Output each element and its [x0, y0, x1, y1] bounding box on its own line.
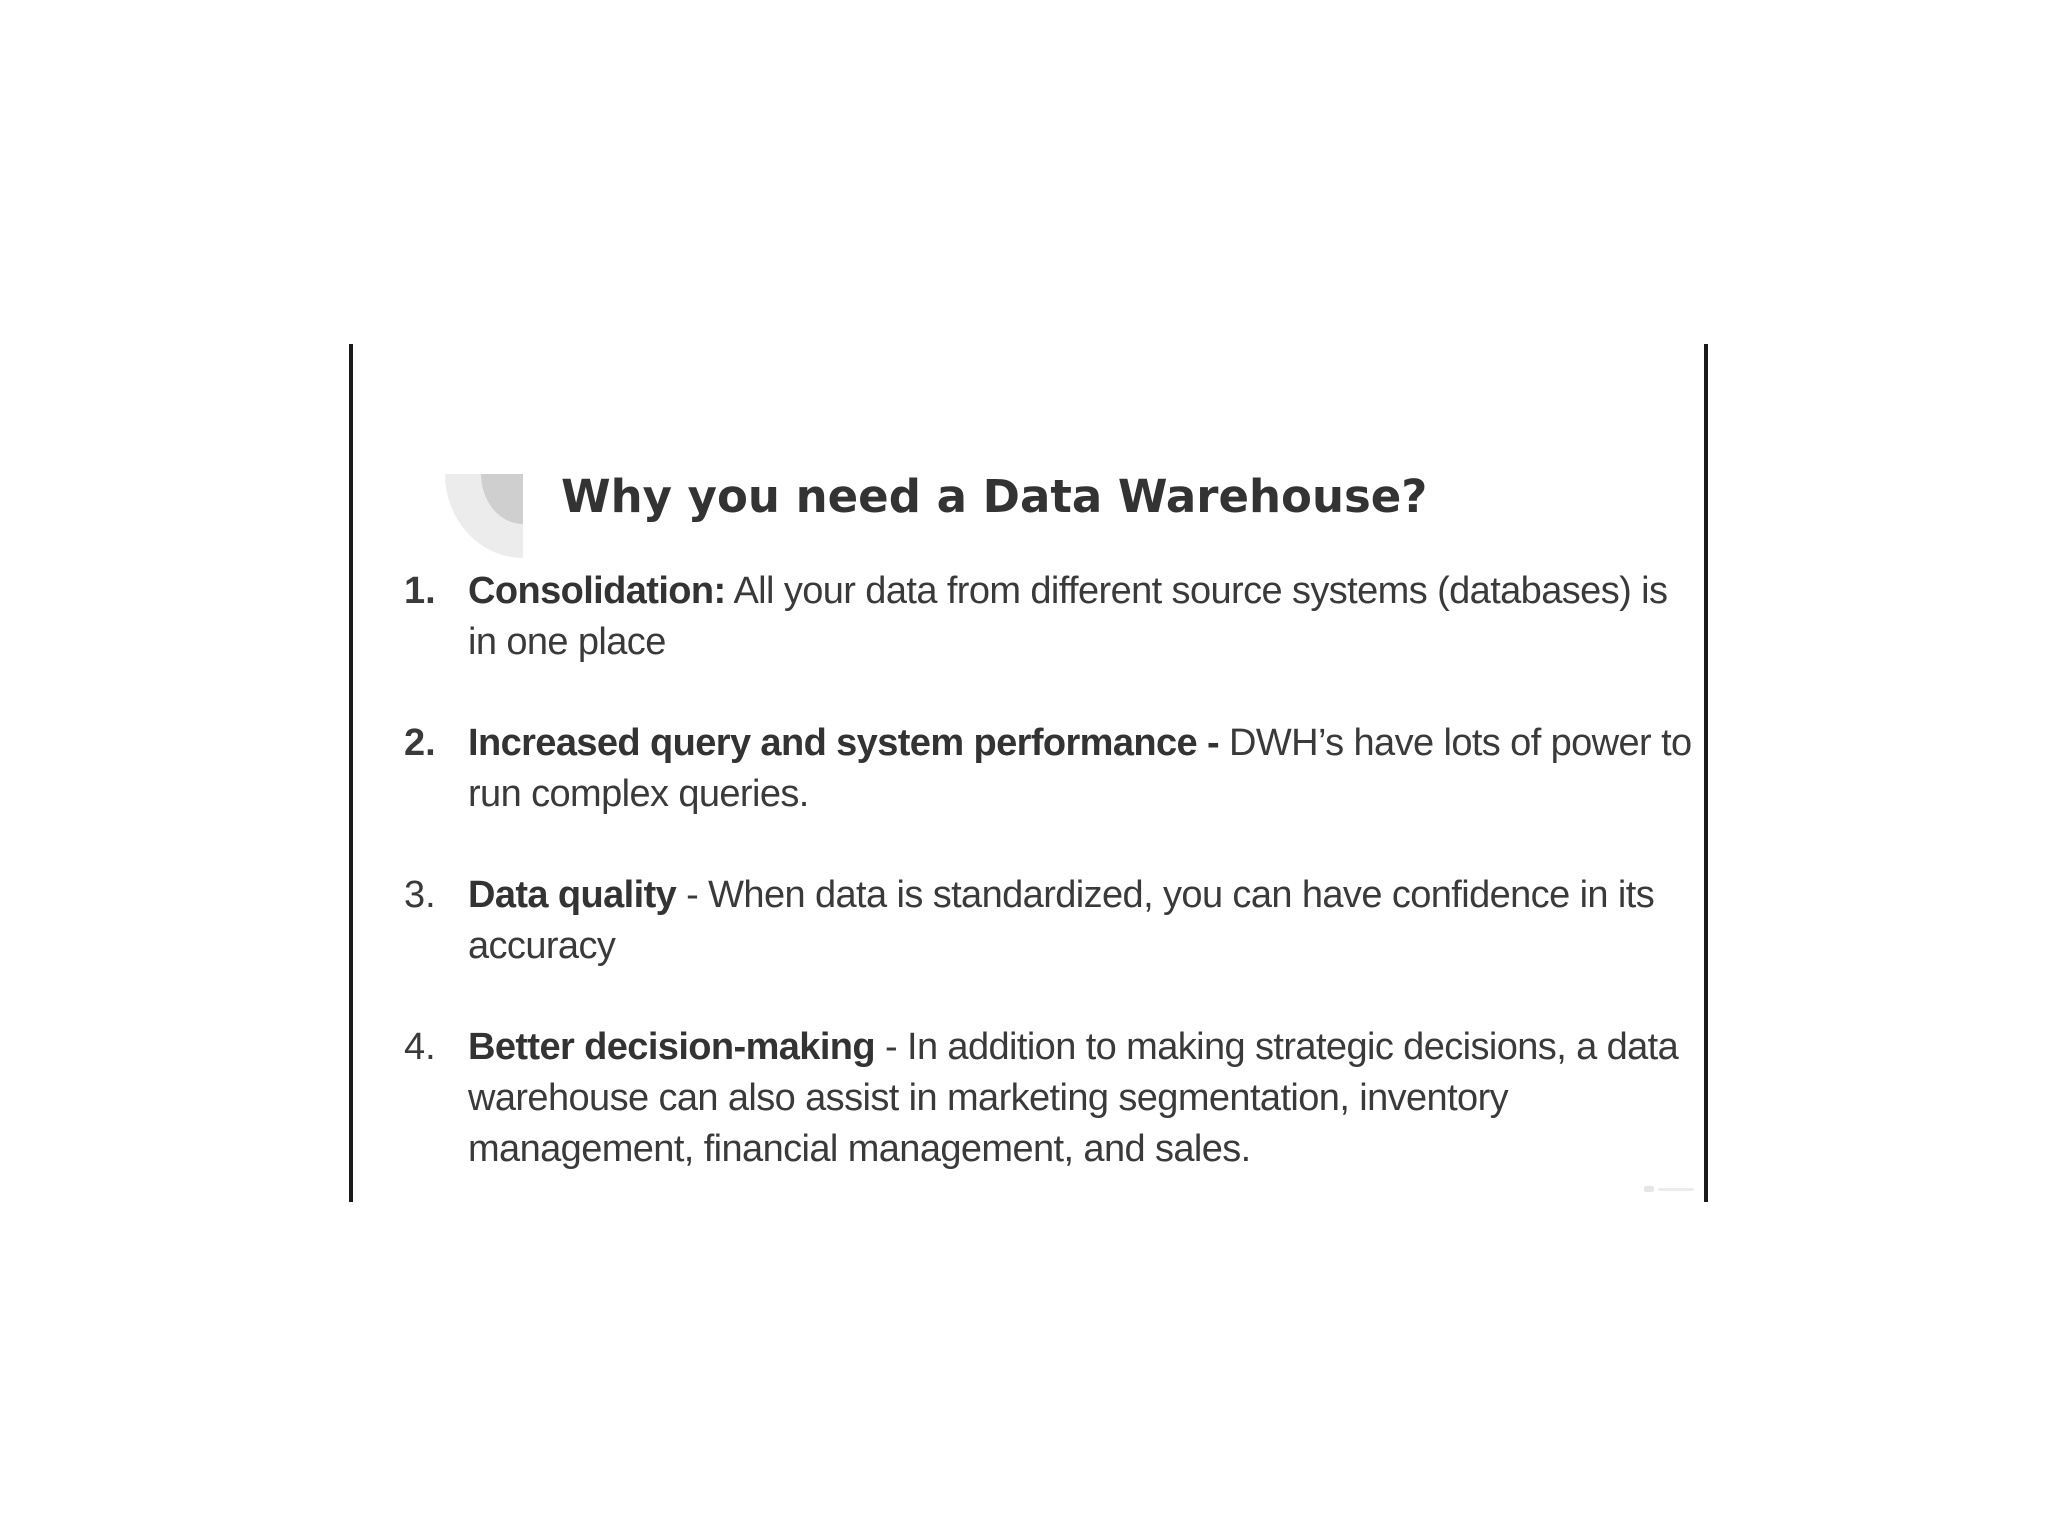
list-item: [404, 1022, 1694, 1175]
item-text: [468, 1022, 1694, 1175]
list-item: [404, 566, 1694, 668]
item-text: [468, 870, 1694, 972]
item-number: 3.: [404, 874, 436, 916]
item-text: [468, 566, 1694, 668]
item-description: - In addition to making strategic decisions, a data warehouse can also assist in marketing segmentation, inventory management, financial management, and sales.: [468, 1026, 1679, 1170]
item-term: Better decision-making: [468, 1026, 876, 1068]
item-number: 2.: [404, 722, 436, 764]
item-text: [468, 718, 1694, 820]
watermark-logo-icon: [1642, 1180, 1698, 1196]
item-description: DWH’s have lots of power to run complex queries.: [468, 722, 1692, 815]
item-term: Consolidation:: [468, 570, 726, 612]
list-item: [404, 870, 1694, 972]
item-number: 1.: [404, 570, 436, 612]
slide-title: Why you need a Data Warehouse?: [561, 470, 1428, 523]
list-item: [404, 718, 1694, 820]
item-term: Data quality: [468, 874, 677, 916]
slide-frame: [349, 344, 1708, 1202]
item-number: 4.: [404, 1026, 436, 1068]
points-list: [404, 566, 1694, 1225]
item-description: All your data from different source systems (databases) is in one place: [468, 570, 1668, 663]
item-term: Increased query and system performance -: [468, 722, 1220, 764]
item-description: - When data is standardized, you can have confidence in its accuracy: [468, 874, 1655, 967]
corner-decoration-icon: [445, 474, 523, 558]
